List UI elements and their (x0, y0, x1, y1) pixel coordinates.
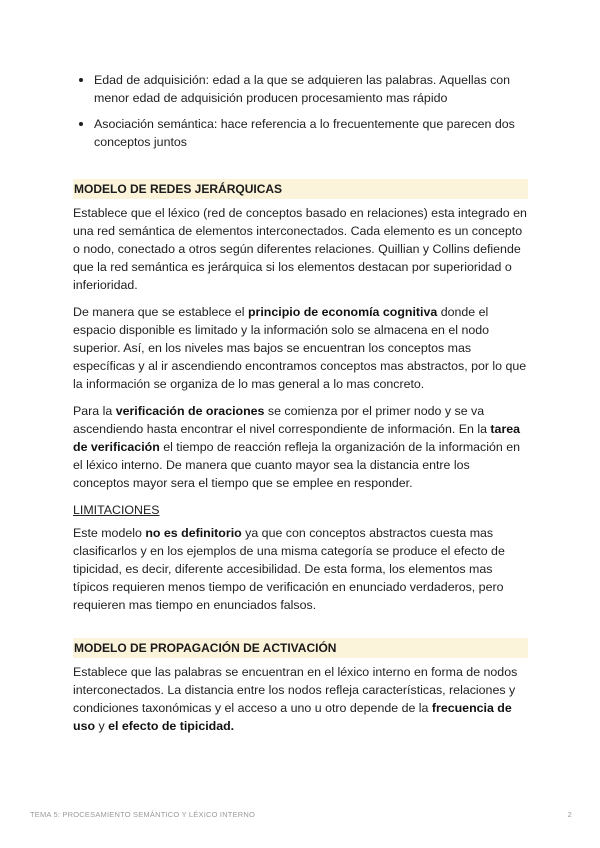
paragraph-text: Para la (73, 404, 116, 418)
subheading-limitaciones: LIMITACIONES (73, 503, 160, 517)
list-item (73, 71, 528, 107)
list-item (73, 115, 528, 151)
list-item-text: Asociación semántica: hace referencia a lo frecuentemente que parecen dos conceptos juntos (94, 117, 515, 149)
footer-title: TEMA 5: PROCESAMIENTO SEMÁNTICO Y LÉXICO INTERNO (30, 810, 256, 819)
bold-term: frecuencia de uso (73, 701, 512, 733)
paragraph (73, 402, 528, 492)
bold-term: no es definitorio (145, 526, 242, 540)
paragraph (73, 524, 528, 614)
paragraph-text: y (95, 719, 109, 733)
bullet-icon (79, 78, 83, 82)
section-heading-redes-jerarquicas: MODELO DE REDES JERÁRQUICAS (73, 179, 528, 199)
paragraph-text: Este modelo (73, 526, 146, 540)
bullet-list (73, 71, 528, 151)
bold-term: el efecto de tipicidad. (108, 719, 235, 733)
paragraph (73, 663, 528, 735)
paragraph (73, 204, 528, 294)
paragraph-text: De manera que se establece el (73, 305, 248, 319)
paragraph-text: el tiempo de reacción refleja la organización de la información en el léxico interno. De manera que cuanto mayor sea la distancia entre los conceptos mayor sera el tiempo que se emplee en responder. (73, 440, 521, 490)
section-heading-propagacion-activacion: MODELO DE PROPAGACIÓN DE ACTIVACIÓN (73, 638, 528, 658)
bold-term: principio de economía cognitiva (247, 305, 438, 319)
bold-term: tarea de verificación (73, 422, 521, 454)
page-content (73, 71, 528, 744)
bullet-icon (79, 122, 83, 126)
bold-term: verificación de oraciones (115, 404, 265, 418)
paragraph-text: Establece que el léxico (red de conceptos basado en relaciones) esta integrado en una red semántica de elementos interconectados. Cada elemento es un concepto o nodo, conectado a otros según diferentes relaciones. Quillian y Collins defiende que la red semántica es jerárquica si los elementos destacan por superioridad o inferioridad. (73, 206, 527, 292)
paragraph-text: ya que con conceptos abstractos cuesta mas clasificarlos y en los ejemplos de una misma categoría se produce el efecto de tipicidad, es decir, diferente accesibilidad. De esta forma, los elementos mas típicos requieren menos tiempo de verificación en enunciado verdaderos, pero requieren mas tiempo en enunciados falsos. (73, 526, 505, 612)
paragraph-text: donde el espacio disponible es limitado y la información solo se almacena en el nodo superior. Así, en los niveles mas bajos se encuentran los conceptos mas específicas y al ir ascendiendo encontramos conceptos mas abstractos, por lo que la información se organiza de lo mas general a lo mas concreto. (73, 305, 527, 391)
page-footer (30, 810, 572, 819)
paragraph-text: se comienza por el primer nodo y se va ascendiendo hasta encontrar el nivel correspondiente de información. En la (73, 404, 491, 436)
list-item-text: Edad de adquisición: edad a la que se adquieren las palabras. Aquellas con menor edad de adquisición producen procesamiento mas rápido (94, 73, 511, 105)
paragraph-text: Establece que las palabras se encuentran en el léxico interno en forma de nodos interconectados. La distancia entre los nodos refleja características, relaciones y condiciones taxonómicas y el acceso a uno u otro depende de la (73, 665, 518, 715)
paragraph (73, 303, 528, 393)
page-number: 2 (567, 810, 572, 819)
